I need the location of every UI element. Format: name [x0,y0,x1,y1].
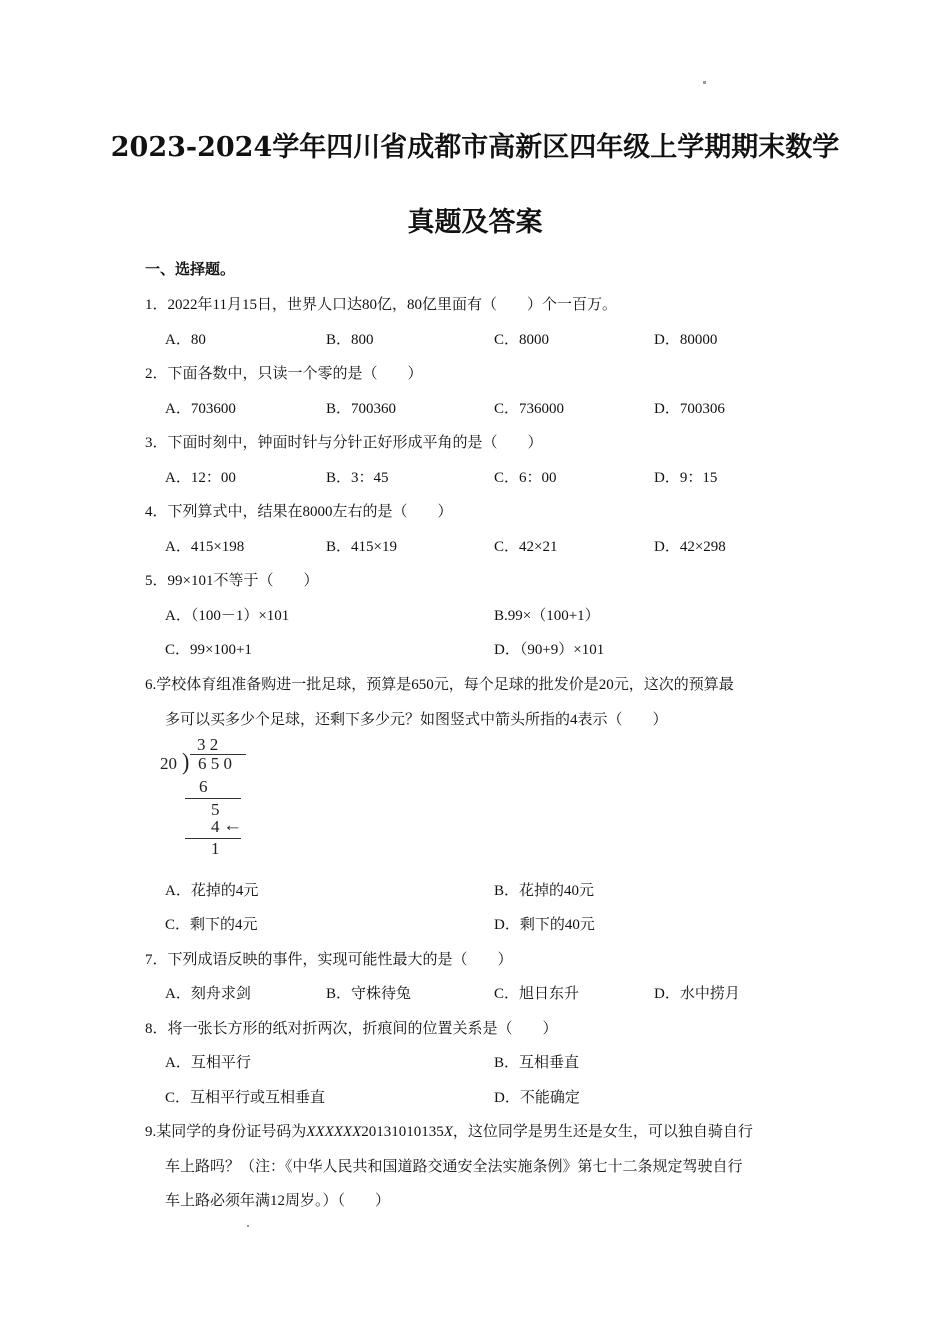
option-a: A．刻舟求剑 [165,986,251,1002]
option-b: B.99×（100+1） [494,608,600,624]
option-b: B．守株待兔 [326,986,412,1002]
question-9-continued-2: 车上路必须年满12周岁。）（ ） [165,1193,391,1209]
question-7 [145,948,513,969]
option-c: C．旭日东升 [494,986,580,1002]
question-text: 下面各数中，只读一个零的是（ ） [167,366,423,382]
option-d: D．剩下的40元 [494,917,595,933]
question-number: 3． [145,435,168,451]
question-text: 某同学的身份证号码为 [156,1124,307,1140]
option-d: D．不能确定 [494,1090,580,1106]
option-c: C．8000 [494,332,550,348]
option-c: C．剩下的4元 [165,917,258,933]
option-d: D．80000 [654,332,718,348]
division-bracket: ) [182,747,190,776]
question-6-continued: 多可以买多少个足球，还剩下多少元？如图竖式中箭头所指的4表示（ ） [165,712,668,728]
step-3: 4 [211,817,220,836]
option-c: C．99×100+1 [165,642,252,658]
option-c: C．互相平行或互相垂直 [165,1090,326,1106]
divisor: 20 [160,754,177,773]
option-d: D．9：15 [654,470,718,486]
question-5 [145,569,318,590]
question-number: 8． [145,1021,168,1037]
option-a: A．703600 [165,401,236,417]
option-d: D．42×298 [654,539,726,555]
step-2: 5 [211,800,220,819]
question-text: 99×101不等于（ ） [167,573,319,589]
question-6 [145,673,734,694]
option-d: D．（90+9）×101 [494,642,605,658]
long-division-figure [160,735,260,860]
id-number-digits: 20131010135 [361,1124,444,1140]
question-9-continued-1: 车上路吗？（注：《中华人民共和国道路交通安全法实施条例》第七十二条规定驾驶自行 [165,1159,743,1175]
option-b: B．800 [326,332,374,348]
option-a: A．互相平行 [165,1055,251,1071]
step-1: 6 [199,777,208,796]
question-number: 4． [145,504,168,520]
option-b: B．700360 [326,401,397,417]
question-text: 下列算式中，结果在8000左右的是（ ） [167,504,453,520]
question-8 [145,1017,558,1038]
section-heading: 一、选择题。 [145,260,236,278]
question-number: 5． [145,573,168,589]
remainder: 1 [211,839,220,858]
option-b: B．互相垂直 [494,1055,580,1071]
option-a: A．80 [165,332,206,348]
option-a: A．415×198 [165,539,245,555]
id-number-suffix: X [443,1124,453,1140]
artifact-dot [703,81,706,84]
option-d: D．700306 [654,401,725,417]
page-title: 2023-2024学年四川省成都市高新区四年级上学期期末数学 [110,132,840,163]
page-subtitle: 真题及答案 [407,207,543,238]
question-text: 下列成语反映的事件，实现可能性最大的是（ ） [167,952,513,968]
option-a: A．（100－1）×101 [165,608,290,624]
option-d: D．水中捞月 [654,986,740,1002]
subtract-line-1 [185,798,241,799]
option-a: A．12：00 [165,470,236,486]
id-number-masked: XXXXXX [306,1124,362,1140]
option-c: C．736000 [494,401,565,417]
option-b: B．3：45 [326,470,389,486]
question-number: 7． [145,952,168,968]
question-2 [145,362,423,383]
question-number: 6. [145,677,157,693]
question-number: 2． [145,366,168,382]
question-1 [145,293,617,314]
question-text: 下面时刻中，钟面时针与分针正好形成平角的是（ ） [167,435,543,451]
arrow-left-icon: ← [223,815,242,836]
option-c: C．42×21 [494,539,558,555]
question-4 [145,500,453,521]
quotient: 3 2 [197,735,219,754]
question-text: 将一张长方形的纸对折两次，折痕间的位置关系是（ ） [167,1021,558,1037]
question-text: 学校体育组准备购进一批足球，预算是650元，每个足球的批发价是20元，这次的预算最 [156,677,734,693]
question-number: 1． [145,297,168,313]
question-3 [145,431,543,452]
option-b: B．花掉的40元 [494,883,595,899]
dividend: 6 5 0 [198,754,232,773]
question-number: 9. [145,1124,157,1140]
question-text-tail: ，这位同学是男生还是女生，可以独自骑自行 [452,1124,753,1140]
option-b: B．415×19 [326,539,397,555]
option-c: C．6：00 [494,470,557,486]
question-text: 2022年11月15日，世界人口达80亿，80亿里面有（ ）个一百万。 [167,297,617,313]
question-9 [145,1120,753,1141]
artifact-dot [247,1225,249,1227]
option-a: A．花掉的4元 [165,883,259,899]
